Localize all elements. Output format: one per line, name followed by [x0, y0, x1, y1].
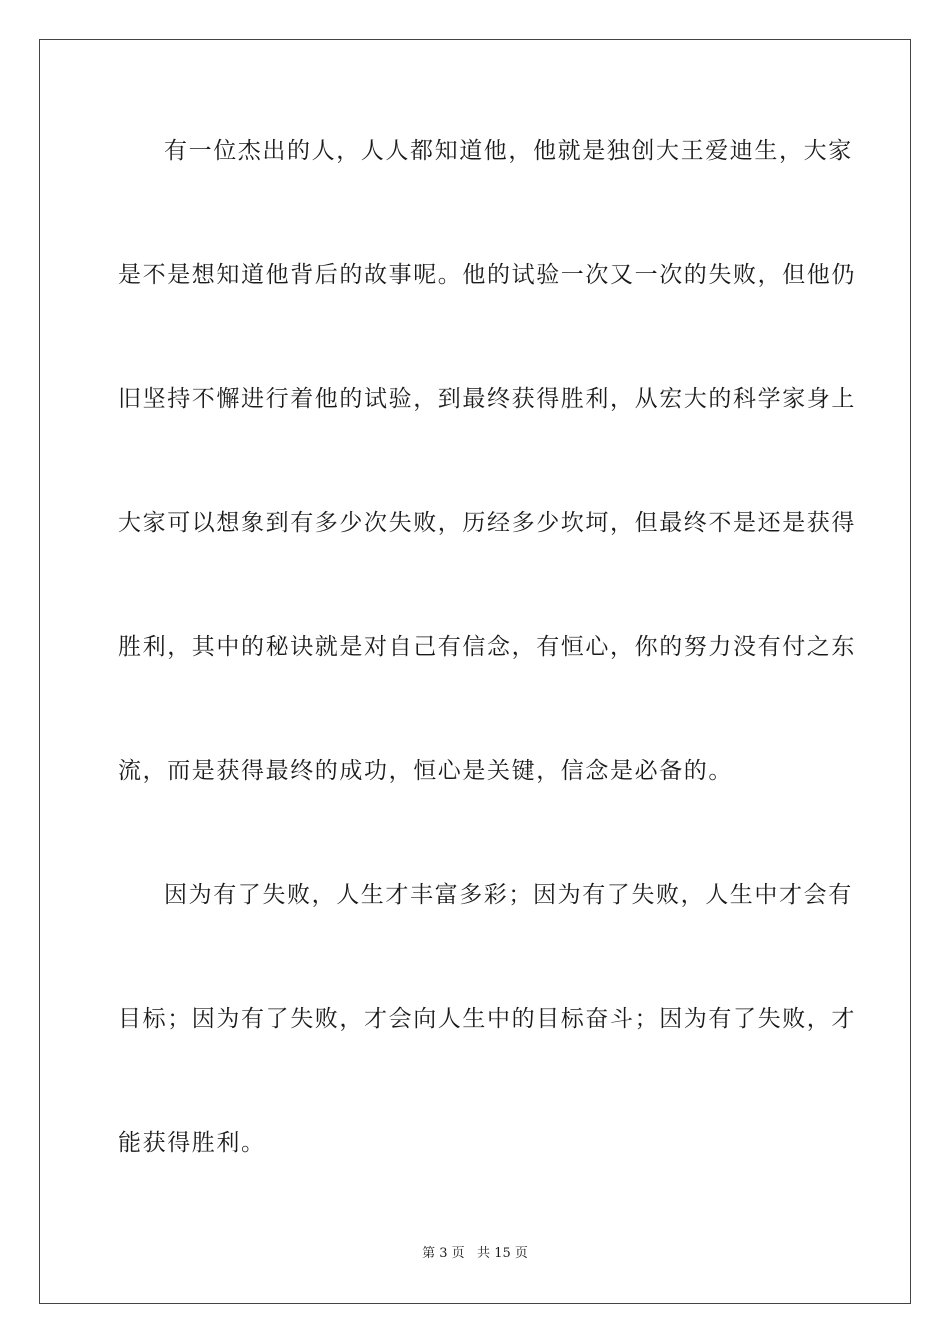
paragraph-2-line-1: 因为有了失败，人生才丰富多彩；因为有了失败，人生中才会有	[164, 882, 853, 908]
page-number-footer: 第 3 页 共 15 页	[422, 1246, 528, 1261]
page-border	[39, 39, 911, 1304]
paragraph-1-line-6: 流，而是获得最终的成功，恒心是关键，信念是必备的。	[118, 758, 733, 784]
paragraph-2-line-3: 能获得胜利。	[118, 1130, 266, 1156]
paragraph-2-line-2: 目标；因为有了失败，才会向人生中的目标奋斗；因为有了失败，才	[118, 1006, 856, 1032]
paragraph-1-line-4: 大家可以想象到有多少次失败，历经多少坎坷，但最终不是还是获得	[118, 510, 856, 536]
paragraph-1-line-2: 是不是想知道他背后的故事呢。他的试验一次又一次的失败，但他仍	[118, 262, 856, 288]
paragraph-1-line-3: 旧坚持不懈进行着他的试验，到最终获得胜利，从宏大的科学家身上	[118, 386, 856, 412]
paragraph-1-line-5: 胜利，其中的秘诀就是对自己有信念，有恒心，你的努力没有付之东	[118, 634, 856, 660]
paragraph-1-line-1: 有一位杰出的人，人人都知道他，他就是独创大王爱迪生，大家	[164, 138, 853, 164]
